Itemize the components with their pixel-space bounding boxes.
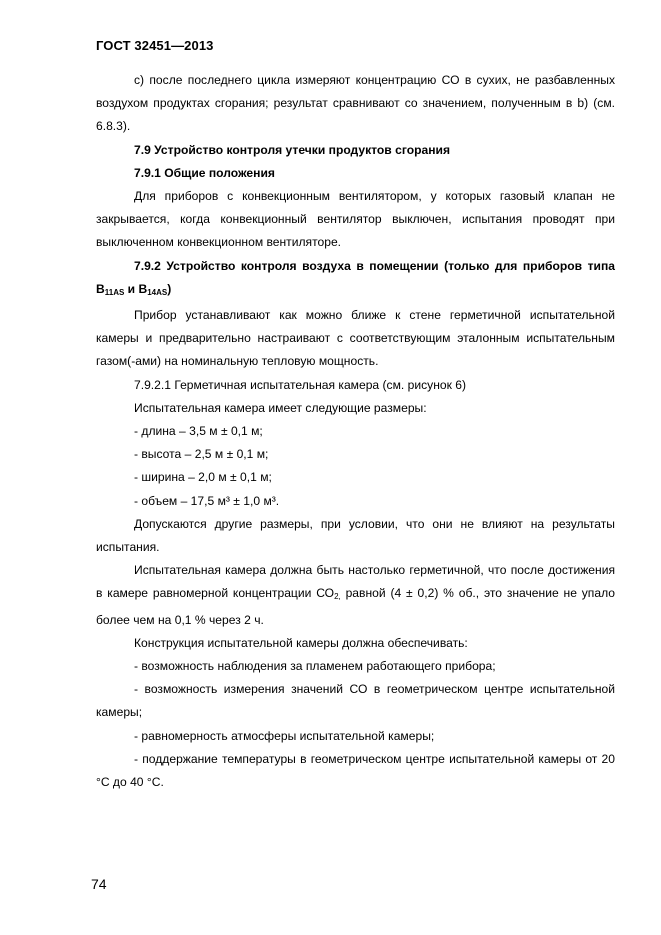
requirement-co-measurement: - возможность измерения значений СО в геометрическом центре испытательной камеры; — [96, 682, 615, 720]
section-heading-7-9-1: 7.9.1 Общие положения — [134, 165, 275, 180]
dimension-width: - ширина – 2,0 м ± 0,1 м; — [134, 470, 272, 485]
paragraph-dimensions-intro: Испытательная камера имеет следующие размеры: — [134, 400, 427, 415]
paragraph-c: с) после последнего цикла измеряют концентрацию СО в сухих, не разбавленных воздухом продуктах сгорания; результат сравнивают со значением, полученным в b) (см. 6.8.3). — [96, 73, 615, 134]
airtightness-text-a: Испытательная камера должна быть настолько герметичной, что после достижения в камере равномерной концентрации СО — [96, 563, 615, 601]
paragraph-device-placement: Прибор устанавливают как можно ближе к стене герметичной испытательной камеры и предварительно настраивают с соответствующим эталонным испытательным газом(-ами) на номинальную тепловую мощность. — [96, 308, 615, 369]
standard-header: ГОСТ 32451—2013 — [96, 38, 214, 53]
paragraph-construction-intro: Конструкция испытательной камеры должна обеспечивать: — [134, 635, 468, 650]
heading-and: и В — [124, 281, 148, 296]
dimension-volume: - объем – 17,5 м³ ± 1,0 м³. — [134, 493, 280, 508]
requirement-flame-observation: - возможность наблюдения за пламенем работающего прибора; — [134, 659, 496, 674]
co2-subscript: 2, — [334, 592, 341, 602]
paragraph-airtightness — [96, 559, 615, 632]
paragraph-convection-fan: Для приборов с конвекционным вентилятором, у которых газовый клапан не закрывается, когда конвекционный вентилятор выключен, испытания проводят при выключенном конвекционном вентиляторе. — [96, 189, 615, 250]
dimension-length: - длина – 3,5 м ± 0,1 м; — [134, 424, 263, 439]
page-number: 74 — [91, 876, 107, 892]
requirement-uniform-atmosphere: - равномерность атмосферы испытательной камеры; — [134, 728, 435, 743]
document-body — [96, 69, 615, 794]
requirement-temperature: - поддержание температуры в геометрическом центре испытательной камеры от 20 °С до 40 °С. — [96, 751, 615, 790]
heading-subscript-2: 14AS — [147, 287, 168, 297]
section-heading-7-9: 7.9 Устройство контроля утечки продуктов сгорания — [134, 142, 451, 157]
clause-7-9-2-1: 7.9.2.1 Герметичная испытательная камера (см. рисунок 6) — [134, 377, 467, 392]
heading-subscript-1: 11AS — [104, 287, 125, 297]
heading-end: ) — [167, 281, 172, 296]
airtightness-text-b: равной (4 ± 0,2) % об., это значение не упало более чем на 0,1 % через 2 ч. — [96, 586, 616, 627]
dimension-height: - высота – 2,5 м ± 0,1 м; — [134, 447, 269, 462]
section-heading-7-9-2 — [96, 255, 615, 304]
heading-text: 7.9.2 Устройство контроля воздуха в помещении (только для приборов типа В — [96, 258, 615, 296]
paragraph-other-dimensions: Допускаются другие размеры, при условии, что они не влияют на результаты испытания. — [96, 516, 615, 555]
